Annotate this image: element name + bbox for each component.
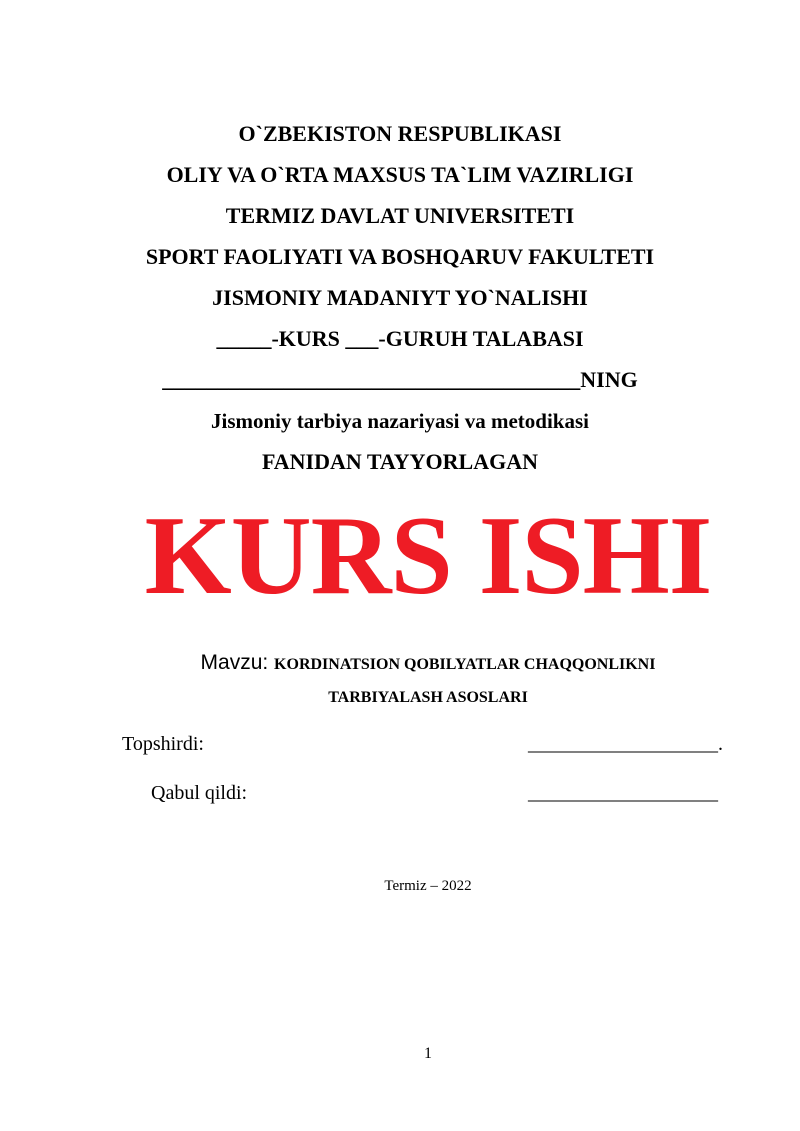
subject-name: Jismoniy tarbiya nazariyasi va metodikasi [210, 409, 589, 433]
accepted-label: Qabul qildi: [151, 782, 248, 804]
document-title: KURS ISHI [144, 494, 712, 618]
course-group-line: _____-KURS ___-GURUH TALABASI [216, 326, 584, 351]
page-number: 1 [424, 1045, 432, 1062]
accepted-signature-line: ___________________ [528, 782, 718, 804]
submitted-signature-line: ___________________. [528, 733, 723, 755]
topic-prefix: Mavzu: [200, 651, 275, 674]
university-heading: TERMIZ DAVLAT UNIVERSITETI [225, 203, 575, 228]
country-heading: O`ZBEKISTON RESPUBLIKASI [238, 121, 562, 146]
topic-text-2: TARBIYALASH ASOSLARI [328, 689, 528, 706]
city-year: Termiz – 2022 [384, 878, 472, 894]
topic-text-1: KORDINATSION QOBILYATLAR CHAQQONLIKNI [274, 656, 656, 673]
faculty-heading: SPORT FAOLIYATI VA BOSHQARUV FAKULTETI [145, 244, 655, 269]
prepared-by-line: FANIDAN TAYYORLAGAN [261, 449, 539, 474]
topic-line-2 [0, 687, 800, 709]
submitted-label: Topshirdi: [122, 733, 204, 755]
topic-line-1 [0, 650, 800, 678]
student-name-line: ______________________________________NING [162, 367, 638, 392]
ministry-heading: OLIY VA O`RTA MAXSUS TA`LIM VAZIRLIGI [166, 162, 634, 187]
direction-heading: JISMONIY MADANIYT YO`NALISHI [212, 285, 588, 310]
